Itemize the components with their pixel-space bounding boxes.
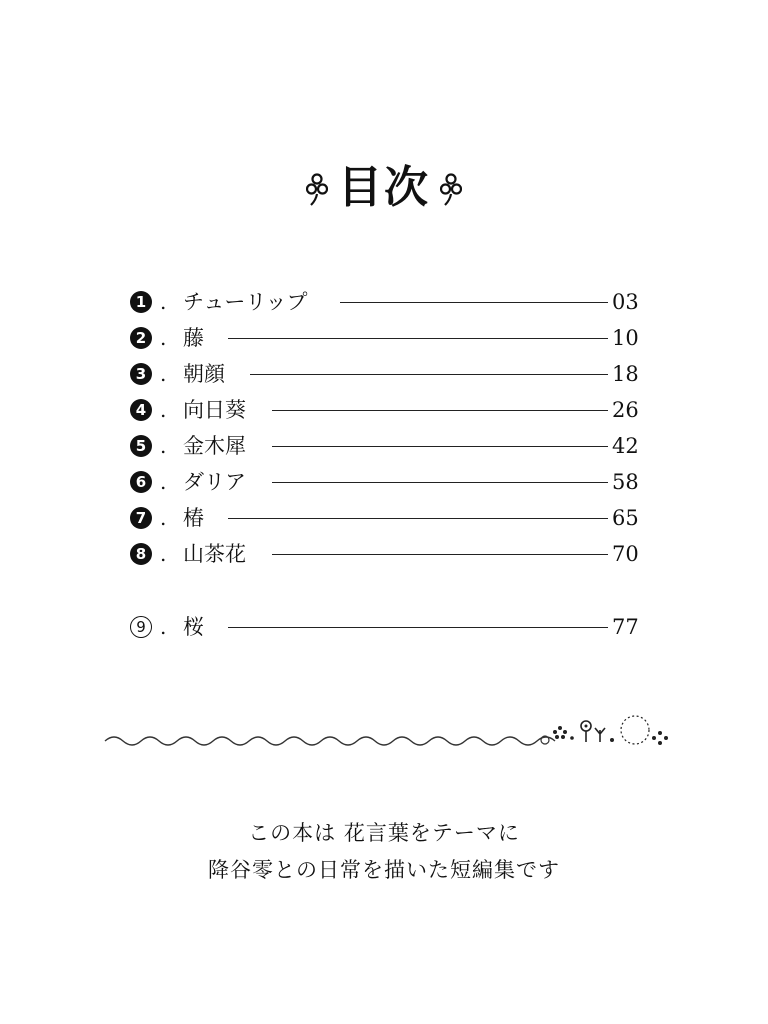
blurb-line-2: 降谷零との日常を描いた短編集です <box>208 858 560 882</box>
page-number: 03 <box>612 290 639 314</box>
leader-line <box>272 554 608 555</box>
page-number: 18 <box>612 362 639 386</box>
separator-dot: . <box>160 542 167 566</box>
toc-entry[interactable] <box>0 467 768 497</box>
chapter-title: チューリップ <box>183 290 308 314</box>
chapter-number: 3 <box>130 363 152 385</box>
leader-line <box>340 302 608 303</box>
toc-entry[interactable] <box>0 395 768 425</box>
toc-entry[interactable] <box>0 287 768 317</box>
page-number: 65 <box>612 506 639 530</box>
toc-entry[interactable] <box>0 431 768 461</box>
blurb-line-1: この本は 花言葉をテーマに <box>248 821 520 845</box>
chapter-title: 藤 <box>183 326 204 350</box>
chapter-number: 2 <box>130 327 152 349</box>
separator-dot: . <box>160 434 167 458</box>
toc-entry[interactable] <box>0 539 768 569</box>
chapter-number: 8 <box>130 543 152 565</box>
chapter-title: ダリア <box>183 470 246 494</box>
page-number: 58 <box>612 470 639 494</box>
toc-entry[interactable] <box>0 359 768 389</box>
chapter-number: 5 <box>130 435 152 457</box>
leader-line <box>228 338 608 339</box>
chapter-number: 6 <box>130 471 152 493</box>
chapter-title: 椿 <box>183 506 204 530</box>
chapter-number: 4 <box>130 399 152 421</box>
toc-entry[interactable] <box>0 323 768 353</box>
page-number: 77 <box>612 615 639 639</box>
chapter-number: 9 <box>130 616 152 638</box>
leader-line <box>272 410 608 411</box>
toc-entry[interactable] <box>0 503 768 533</box>
leader-line <box>272 446 608 447</box>
chapter-title: 桜 <box>183 615 204 639</box>
chapter-title: 金木犀 <box>183 434 246 458</box>
leader-line <box>272 482 608 483</box>
separator-dot: . <box>160 362 167 386</box>
page-number: 10 <box>612 326 639 350</box>
toc-entry[interactable] <box>0 612 768 642</box>
chapter-title: 向日葵 <box>183 398 246 422</box>
separator-dot: . <box>160 470 167 494</box>
chapter-number: 7 <box>130 507 152 529</box>
page-number: 42 <box>612 434 639 458</box>
leader-line <box>228 627 608 628</box>
chapter-title: 山茶花 <box>183 542 246 566</box>
chapter-number: 1 <box>130 291 152 313</box>
page-number: 70 <box>612 542 639 566</box>
separator-dot: . <box>160 615 167 639</box>
page-title-wrap <box>0 158 768 218</box>
separator-dot: . <box>160 398 167 422</box>
trefoil-icon <box>440 168 462 208</box>
page-title: 目次 <box>338 162 430 213</box>
separator-dot: . <box>160 326 167 350</box>
wave-flower-divider-icon <box>100 708 670 758</box>
page-number: 26 <box>612 398 639 422</box>
separator-dot: . <box>160 290 167 314</box>
chapter-title: 朝顔 <box>183 362 225 386</box>
separator-dot: . <box>160 506 167 530</box>
leader-line <box>228 518 608 519</box>
leader-line <box>250 374 608 375</box>
trefoil-icon <box>306 168 328 208</box>
